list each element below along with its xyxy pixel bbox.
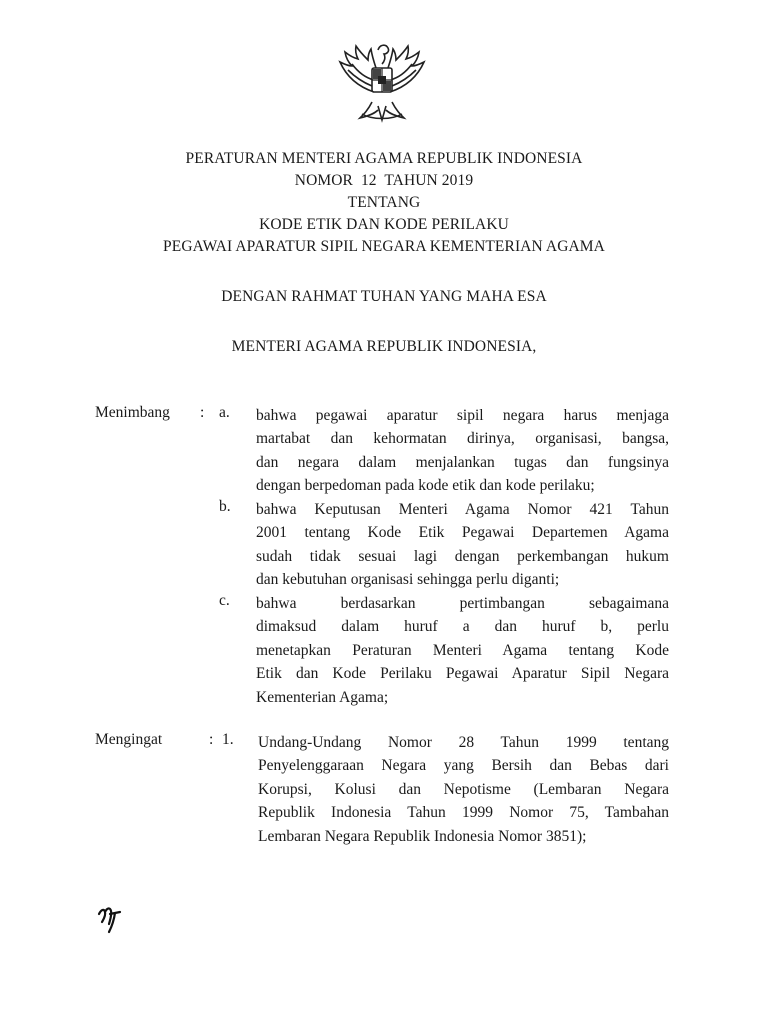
garuda-emblem-icon [334,40,430,126]
menimbang-c-line-4: Etik dan Kode Perilaku Pegawai Aparatur Sipil Negara [256,665,669,683]
mengingat-marker-1: 1. [222,731,234,748]
header-line-number: NOMOR 12 TAHUN 2019 [294,172,474,189]
menimbang-a-line-1: bahwa pegawai aparatur sipil negara harus menjaga [256,407,669,424]
menimbang-a-line-3: dan negara dalam menjalankan tugas dan fungsinya [256,453,669,471]
menimbang-c-line-2: dimaksud dalam huruf a dan huruf b, perlu [256,618,669,636]
menimbang-marker-c: c. [219,592,230,609]
menimbang-a-line-2: martabat dan kehormatan dirinya, organisasi, bangsa, [256,430,669,448]
mengingat-1-line-1: Undang-Undang Nomor 28 Tahun 1999 tentang [258,734,669,751]
menimbang-c-line-1: bahwa berdasarkan pertimbangan sebagaimana [256,595,669,612]
menimbang-b-line-3: sudah tidak sesuai lagi dengan perkembangan hukum [256,547,669,565]
menimbang-c-line-5: Kementerian Agama; [256,688,389,706]
header-line-tentang: TENTANG [347,194,421,211]
menimbang-a-line-4: dengan berpedoman pada kode etik dan kode perilaku; [256,477,595,495]
mengingat-1-line-5: Lembaran Negara Republik Indonesia Nomor 3851); [258,827,587,845]
mengingat-1-line-2: Penyelenggaraan Negara yang Bersih dan Bebas dari [258,757,669,775]
minister-line [0,336,768,358]
blessing-text: DENGAN RAHMAT TUHAN YANG MAHA ESA [221,288,547,305]
header-line-subject-2: PEGAWAI APARATUR SIPIL NEGARA KEMENTERIAN AGAMA [163,238,605,255]
menimbang-item-a [256,404,669,498]
menimbang-marker-a: a. [219,404,230,421]
menimbang-b-line-2: 2001 tentang Kode Etik Pegawai Departemen Agama [256,524,669,542]
mengingat-colon: : [209,731,214,748]
regulation-header [0,148,768,258]
menimbang-b-line-1: bahwa Keputusan Menteri Agama Nomor 421 Tahun [256,501,669,518]
menimbang-colon: : [200,404,205,421]
blessing-line [0,286,768,308]
mengingat-1-line-3: Korupsi, Kolusi dan Nepotisme (Lembaran Negara [258,780,669,798]
menimbang-label: Menimbang [95,404,170,421]
minister-text: MENTERI AGAMA REPUBLIK INDONESIA, [231,338,537,355]
mengingat-1-line-4: Republik Indonesia Tahun 1999 Nomor 75, Tambahan [258,804,669,822]
mengingat-label: Mengingat [95,731,163,748]
header-line-subject-1: KODE ETIK DAN KODE PERILAKU [259,216,509,233]
menimbang-marker-b: b. [219,498,231,515]
menimbang-item-b [256,498,669,592]
mengingat-item-1 [258,731,669,848]
menimbang-c-line-3: menetapkan Peraturan Menteri Agama tentang Kode [256,641,669,659]
menimbang-item-c [256,592,669,709]
handwritten-initial-icon [96,904,122,934]
header-line-title: PERATURAN MENTERI AGAMA REPUBLIK INDONESIA [185,150,583,167]
menimbang-b-line-4: dan kebutuhan organisasi sehingga perlu diganti; [256,571,560,589]
